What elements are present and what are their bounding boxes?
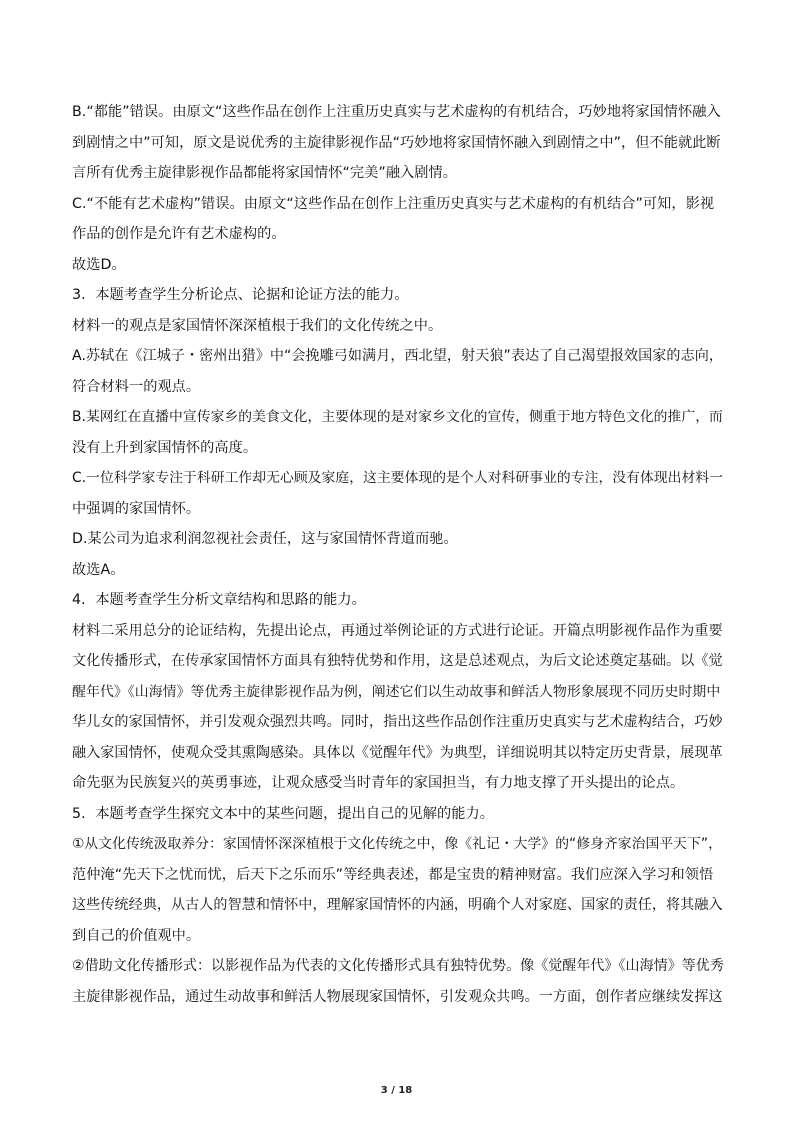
text-line: 故选D。 <box>72 256 126 273</box>
document-body <box>72 97 724 1012</box>
text-line: 没有上升到家国情怀的高度。 <box>72 439 258 456</box>
text-line: 到自己的价值观中。 <box>72 927 201 944</box>
text-line: 命先驱为民族复兴的英勇事迹，让观众感受当时青年的家国担当，有力地支撑了开头提出的论点。 <box>72 775 685 791</box>
text-line: 材料二采用总分的论证结构，先提出论点，再通过举例论证的方式进行论证。开篇点明影视作品作为重要 <box>72 622 723 639</box>
text-line: D.某公司为追求利润忽视社会责任，这与家国情怀背道而驰。 <box>72 531 458 547</box>
text-line: C.“不能有艺术虚构”错误。由原文“这些作品在创作上注重历史真实与艺术虚构的有机结合”可知，影视 <box>72 195 715 212</box>
text-line: ①从文化传统汲取养分：家国情怀深深植根于文化传统之中，像《礼记・大学》的“修身齐家治国平天下”， <box>72 836 722 852</box>
text-line: 4．本题考查学生分析文章结构和思路的能力。 <box>72 592 366 608</box>
text-line: 文化传播形式，在传承家国情怀方面具有独特优势和作用，这是总述观点，为后文论述奠定基础。以《觉 <box>72 653 723 669</box>
text-line: 3．本题考查学生分析论点、论据和论证方法的能力。 <box>72 287 409 303</box>
text-line: C.一位科学家专注于科研工作却无心顾及家庭，这主要体现的是个人对科研事业的专注，没有体现出材料一 <box>72 470 724 486</box>
text-line: 中强调的家国情怀。 <box>72 500 201 517</box>
text-line: 作品的创作是允许有艺术虚构的。 <box>72 226 286 242</box>
text-line: 到剧情之中”可知，原文是说优秀的主旋律影视作品“巧妙地将家国情怀融入到剧情之中”，但不能就此断 <box>72 134 721 151</box>
text-line: B.某网红在直播中宣传家乡的美食文化，主要体现的是对家乡文化的宣传，侧重于地方特色文化的推广，而 <box>72 409 723 425</box>
text-line: 故选A。 <box>72 561 125 578</box>
text-line: 言所有优秀主旋律影视作品都能将家国情怀“完美”融入剧情。 <box>72 165 457 181</box>
text-line: 符合材料一的观点。 <box>72 378 201 395</box>
text-line: 融入家国情怀，使观众受其熏陶感染。具体以《觉醒年代》为典型，详细说明其以特定历史背景，展现革 <box>72 744 723 761</box>
page-number: 3 / 18 <box>380 1085 413 1096</box>
text-line: 醒年代》《山海情》等优秀主旋律影视作品为例，阐述它们以生动故事和鲜活人物形象展现不同历史时期中 <box>72 683 721 700</box>
text-line: 这些传统经典，从古人的智慧和情怀中，理解家国情怀的内涵，明确个人对家庭、国家的责任，将其融入 <box>72 897 723 913</box>
text-line: 5．本题考查学生探究文本中的某些问题，提出自己的见解的能力。 <box>72 805 494 822</box>
text-line: 主旋律影视作品，通过生动故事和鲜活人物展现家国情怀，引发观众共鸣。一方面，创作者应继续发挥这 <box>72 988 723 1005</box>
text-line: ②借助文化传播形式：以影视作品为代表的文化传播形式具有独特优势。像《觉醒年代》《山海情》等优秀 <box>72 958 724 974</box>
text-line: A.苏轼在《江城子・密州出猎》中“会挽雕弓如满月，西北望，射天狼”表达了自己渴望报效国家的志向， <box>72 348 723 364</box>
text-line: B.“都能”错误。由原文“这些作品在创作上注重历史真实与艺术虚构的有机结合，巧妙地将家国情怀融入 <box>72 104 721 120</box>
text-line: 范仲淹“先天下之忧而忧，后天下之乐而乐”等经典表述，都是宝贵的精神财富。我们应深入学习和领悟 <box>72 866 714 883</box>
text-line: 材料一的观点是家国情怀深深植根于我们的文化传统之中。 <box>72 317 443 334</box>
text-line: 华儿女的家国情怀，并引发观众强烈共鸣。同时，指出这些作品创作注重历史真实与艺术虚构结合，巧妙 <box>72 714 723 730</box>
